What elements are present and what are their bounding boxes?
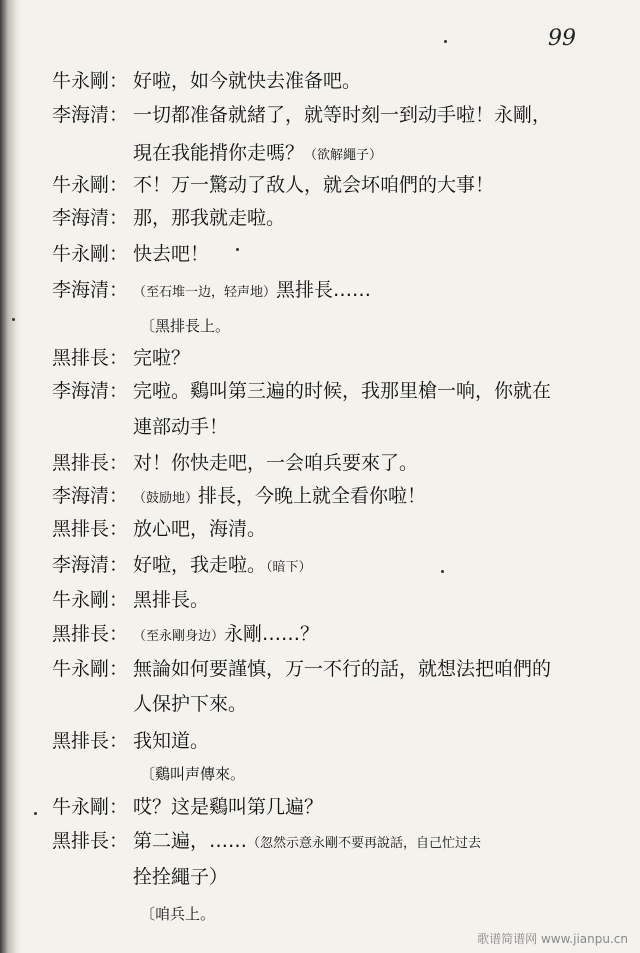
dialogue-text: 完啦？ xyxy=(133,347,191,369)
dialogue-text: 好啦，如今就快去准备吧。 xyxy=(133,70,362,92)
dialogue-text: 放心吧，海清。 xyxy=(133,518,267,540)
dialogue-text: 哎？这是鷄叫第几遍？ xyxy=(133,796,324,818)
binding-edge xyxy=(0,0,22,953)
dialogue-text: 黑排長…… xyxy=(276,279,372,301)
scan-speck xyxy=(444,40,447,43)
speaker-label: 牛永剛： xyxy=(52,589,129,611)
speaker-label: 李海清： xyxy=(52,485,129,507)
dialogue-text: 一切都准备就緒了，就等时刻一到动手啦！永剛， xyxy=(133,104,552,126)
speaker-label: 李海清： xyxy=(52,104,129,126)
speaker-label: 黑排長： xyxy=(52,730,129,752)
dialogue-text: 不！万一驚动了敌人，就会坏咱們的大事！ xyxy=(133,174,495,196)
stage-note: （鼓励地） xyxy=(133,491,199,506)
watermark: 歌谱简谱网 www.jianpu.cn xyxy=(477,932,628,946)
speaker-label: 牛永剛： xyxy=(52,174,129,196)
dialogue-text: 好啦，我走啦。 xyxy=(133,554,267,576)
speaker-label: 李海清： xyxy=(52,380,129,402)
page-number: 99 xyxy=(548,26,576,51)
dialogue-continuation xyxy=(133,141,382,168)
dialogue-text: 無論如何要謹慎，万一不行的話，就想法把咱們的 xyxy=(133,658,552,680)
stage-direction: 〔黑排長上。 xyxy=(140,317,231,335)
speaker-label: 黑排長： xyxy=(52,347,129,369)
dialogue-text: 那，那我就走啦。 xyxy=(133,207,286,229)
speaker-label: 黑排長： xyxy=(52,452,129,474)
speaker-label: 黑排長： xyxy=(52,830,129,852)
dialogue-text: 我知道。 xyxy=(133,730,210,752)
scan-speck xyxy=(441,570,444,573)
dialogue-text: 排長，今晚上就全看你啦！ xyxy=(198,485,427,507)
dialogue-with-stage-note xyxy=(133,278,371,305)
dialogue-with-stage-note xyxy=(133,484,426,511)
stage-note: （忽然示意永剛不要再說話，自己忙过去 xyxy=(247,836,482,851)
dialogue-text: 快去吧！ xyxy=(133,243,210,265)
stage-note: （至石堆一边，轻声地） xyxy=(133,285,277,300)
dialogue-text: 完啦。鷄叫第三遍的时候，我那里槍一响，你就在 xyxy=(133,380,552,402)
dialogue-with-stage-note xyxy=(133,553,312,580)
speaker-label: 牛永剛： xyxy=(52,658,129,680)
scan-speck xyxy=(34,812,37,815)
dialogue-with-stage-note xyxy=(133,622,319,649)
speaker-label: 牛永剛： xyxy=(52,70,129,92)
stage-direction: 〔咱兵上。 xyxy=(140,905,216,923)
dialogue-text: 对！你快走吧，一会咱兵要來了。 xyxy=(133,452,419,474)
speaker-label: 李海清： xyxy=(52,279,129,301)
speaker-label: 李海清： xyxy=(52,554,129,576)
dialogue-with-stage-note xyxy=(133,829,481,856)
speaker-label: 黑排長： xyxy=(52,623,129,645)
stage-note: （至永剛身边） xyxy=(133,629,225,644)
dialogue-text: 現在我能揹你走嗎？ xyxy=(133,142,305,164)
dialogue-text: 人保护下來。 xyxy=(133,693,248,715)
speaker-label: 李海清： xyxy=(52,207,129,229)
stage-note: （欲解繩子） xyxy=(304,148,383,163)
dialogue-text: 拴拴繩子） xyxy=(133,866,229,888)
dialogue-text: 第二遍，…… xyxy=(133,830,248,852)
speaker-label: 牛永剛： xyxy=(52,243,129,265)
speaker-label: 黑排長： xyxy=(52,518,129,540)
scan-speck xyxy=(12,318,15,321)
scan-speck xyxy=(236,248,239,251)
stage-note: （暗下） xyxy=(266,560,312,575)
dialogue-text: 黑排長。 xyxy=(133,589,210,611)
stage-direction: 〔鷄叫声傳來。 xyxy=(140,765,246,783)
dialogue-text: 永剛……？ xyxy=(224,623,320,645)
dialogue-text: 連部动手！ xyxy=(133,416,229,438)
speaker-label: 牛永剛： xyxy=(52,796,129,818)
